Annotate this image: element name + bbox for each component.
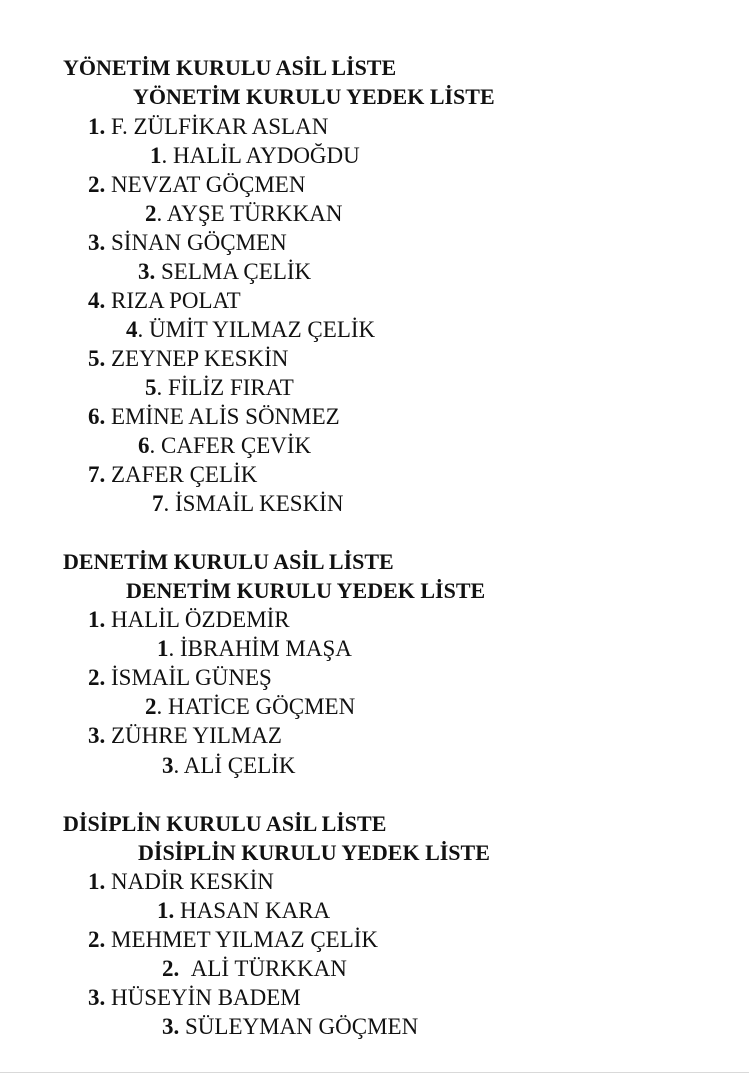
- asil-item-number: 7.: [88, 462, 106, 487]
- yedek-item-name: ALİ TÜRKKAN: [190, 956, 347, 981]
- asil-item-name: ZÜHRE YILMAZ: [111, 723, 282, 748]
- yedek-list-item: [162, 1013, 418, 1041]
- asil-item-number: 1.: [88, 869, 106, 894]
- asil-list-item: [88, 229, 287, 257]
- section-asil-title: DİSİPLİN KURULU ASİL LİSTE: [63, 811, 387, 836]
- asil-item-name: MEHMET YILMAZ ÇELİK: [111, 927, 379, 952]
- asil-item-name: EMİNE ALİS SÖNMEZ: [111, 404, 340, 429]
- asil-list-item: [88, 113, 328, 141]
- yedek-list-item: [126, 316, 375, 344]
- yedek-item-number: 3.: [138, 259, 156, 284]
- yedek-list-item: [145, 693, 355, 721]
- asil-item-number: 1.: [88, 114, 106, 139]
- section-yedek-title: YÖNETİM KURULU YEDEK LİSTE: [133, 84, 495, 109]
- yedek-item-name: SÜLEYMAN GÖÇMEN: [185, 1014, 419, 1039]
- yedek-list-item: [152, 490, 343, 518]
- yedek-item-name: . İBRAHİM MAŞA: [168, 636, 352, 661]
- yedek-item-name: . AYŞE TÜRKKAN: [156, 201, 343, 226]
- yedek-list-item: [145, 374, 294, 402]
- asil-item-name: RIZA POLAT: [111, 288, 241, 313]
- asil-item-name: İSMAİL GÜNEŞ: [111, 665, 272, 690]
- yedek-item-name: . HALİL AYDOĞDU: [161, 143, 360, 168]
- asil-item-name: NADİR KESKİN: [111, 869, 274, 894]
- yedek-item-number: 2: [145, 201, 157, 226]
- asil-item-name: SİNAN GÖÇMEN: [111, 230, 287, 255]
- asil-item-number: 4.: [88, 288, 106, 313]
- section-yedek-title: DİSİPLİN KURULU YEDEK LİSTE: [138, 840, 490, 865]
- yedek-item-number: 1: [157, 636, 169, 661]
- asil-item-number: 2.: [88, 927, 106, 952]
- yedek-item-name: . CAFER ÇEVİK: [149, 433, 312, 458]
- asil-item-name: ZEYNEP KESKİN: [111, 346, 289, 371]
- yedek-list-item: [157, 635, 352, 663]
- yedek-item-name: SELMA ÇELİK: [161, 259, 312, 284]
- yedek-list-item: [162, 752, 296, 780]
- yedek-item-number: 1.: [157, 898, 175, 923]
- asil-list-item: [88, 403, 340, 431]
- asil-item-number: 5.: [88, 346, 106, 371]
- asil-list-item: [88, 345, 288, 373]
- yedek-list-item: [138, 432, 311, 460]
- asil-list-item: [88, 171, 305, 199]
- section-yedek-title: DENETİM KURULU YEDEK LİSTE: [126, 578, 486, 603]
- asil-item-number: 3.: [88, 230, 106, 255]
- asil-list-item: [88, 868, 274, 896]
- yedek-item-name: . ALİ ÇELİK: [173, 753, 296, 778]
- asil-list-item: [88, 606, 290, 634]
- yedek-item-number: 2.: [162, 956, 180, 981]
- yedek-list-item: [150, 142, 360, 170]
- asil-list-item: [88, 984, 301, 1012]
- bottom-divider: [0, 1072, 749, 1073]
- yedek-item-number: 6: [138, 433, 150, 458]
- asil-item-number: 3.: [88, 723, 106, 748]
- asil-item-name: ZAFER ÇELİK: [111, 462, 258, 487]
- yedek-item-name: . İSMAİL KESKİN: [163, 491, 344, 516]
- yedek-item-number: 5: [145, 375, 157, 400]
- yedek-item-name: . HATİCE GÖÇMEN: [156, 694, 356, 719]
- yedek-list-item: [138, 258, 311, 286]
- yedek-item-number: 2: [145, 694, 157, 719]
- asil-item-name: HÜSEYİN BADEM: [111, 985, 301, 1010]
- asil-item-number: 3.: [88, 985, 106, 1010]
- yedek-item-number: 1: [150, 143, 162, 168]
- yedek-list-item: [145, 200, 342, 228]
- yedek-list-item: [157, 897, 330, 925]
- asil-item-name: NEVZAT GÖÇMEN: [111, 172, 306, 197]
- asil-item-number: 6.: [88, 404, 106, 429]
- asil-item-number: 2.: [88, 665, 106, 690]
- section-asil-title: YÖNETİM KURULU ASİL LİSTE: [63, 55, 397, 80]
- asil-list-item: [88, 926, 378, 954]
- asil-list-item: [88, 664, 272, 692]
- asil-item-number: 1.: [88, 607, 106, 632]
- yedek-item-name: HASAN KARA: [180, 898, 331, 923]
- yedek-item-name: . ÜMİT YILMAZ ÇELİK: [137, 317, 376, 342]
- asil-list-item: [88, 722, 282, 750]
- asil-list-item: [88, 287, 241, 315]
- yedek-item-number: 4: [126, 317, 138, 342]
- asil-item-name: F. ZÜLFİKAR ASLAN: [111, 114, 329, 139]
- yedek-item-number: 7: [152, 491, 164, 516]
- yedek-item-number: 3: [162, 753, 174, 778]
- yedek-item-number: 3.: [162, 1014, 180, 1039]
- section-asil-title: DENETİM KURULU ASİL LİSTE: [63, 549, 394, 574]
- asil-item-name: HALİL ÖZDEMİR: [111, 607, 290, 632]
- yedek-list-item: [162, 955, 347, 983]
- yedek-item-name: . FİLİZ FIRAT: [156, 375, 294, 400]
- asil-item-number: 2.: [88, 172, 106, 197]
- asil-list-item: [88, 461, 257, 489]
